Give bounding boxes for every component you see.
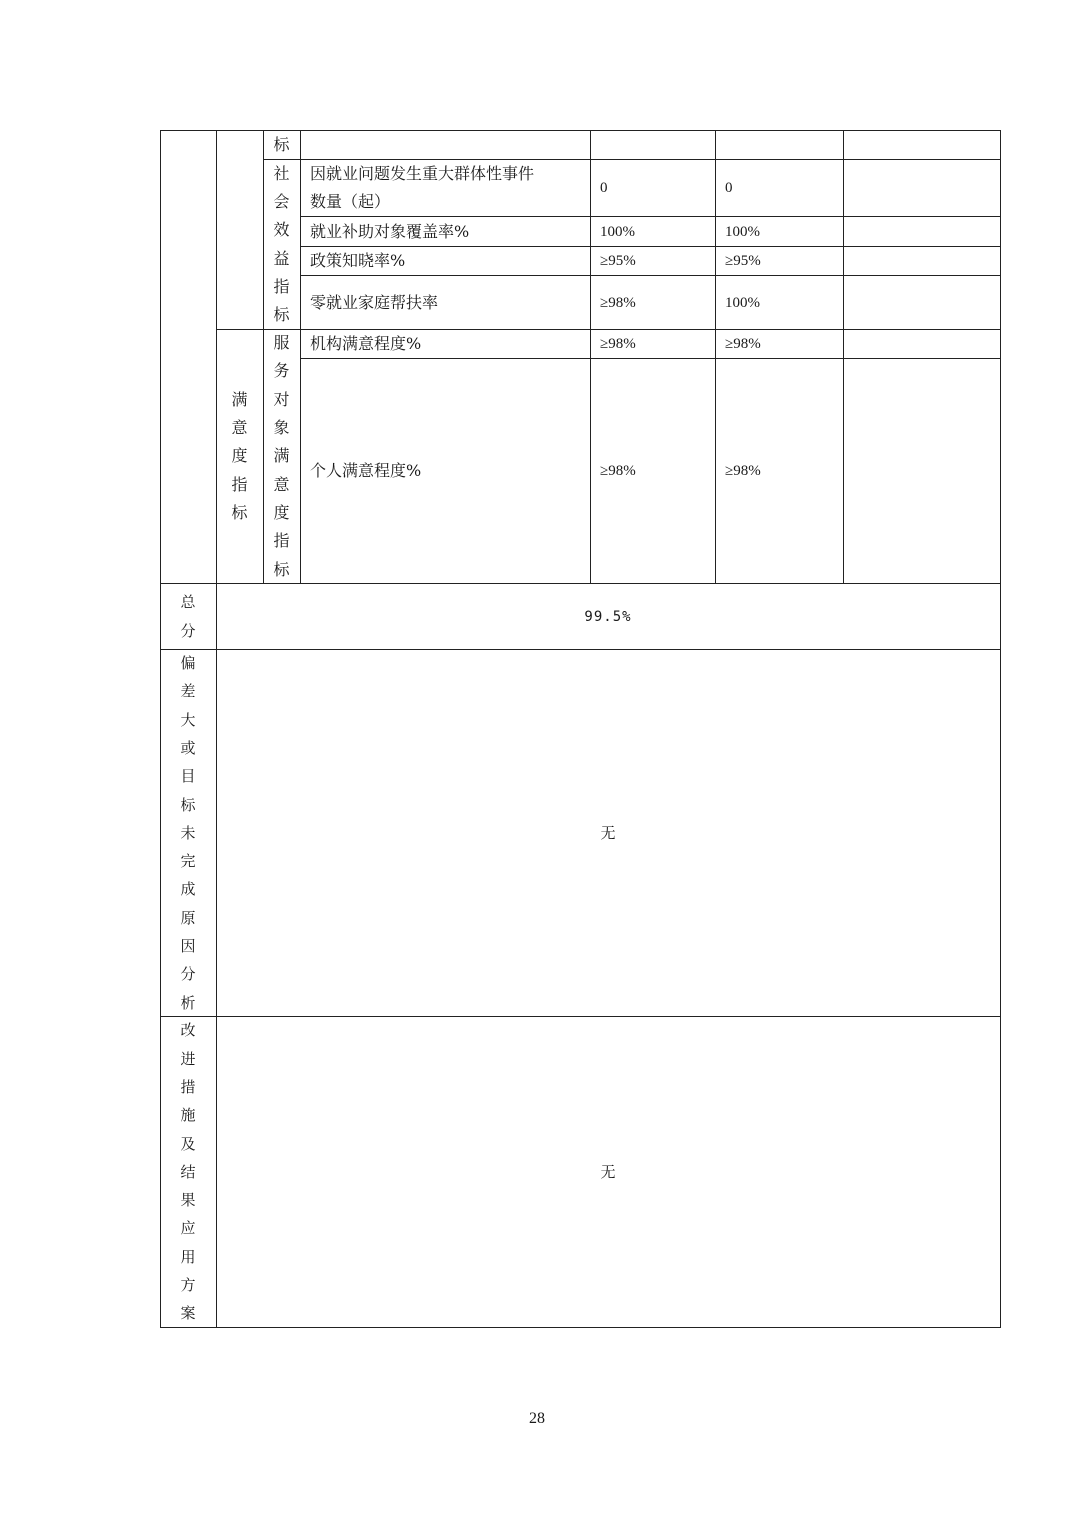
- improvement-char: 用: [180, 1247, 196, 1266]
- improvement-char: 案: [180, 1304, 196, 1323]
- social-benefit-char: 益: [273, 248, 290, 268]
- deviation-char: 或: [180, 738, 196, 757]
- column-divider: [843, 130, 844, 584]
- deviation-char: 因: [180, 937, 196, 956]
- actual-value: ≥95%: [725, 253, 761, 269]
- indicator-name: 个人满意程度%: [310, 461, 422, 480]
- actual-value: 100%: [725, 294, 760, 311]
- total-score-value: 99.5%: [584, 608, 632, 625]
- target-value: ≥98%: [600, 294, 636, 311]
- target-value: ≥98%: [600, 463, 636, 479]
- deviation-char: 析: [180, 993, 196, 1012]
- service-char: 指: [273, 531, 290, 551]
- target-value: 100%: [600, 223, 635, 240]
- deviation-char: 未: [180, 823, 196, 842]
- satisfaction-char: 满: [231, 389, 248, 409]
- social-benefit-label: [263, 160, 300, 329]
- target-value: ≥95%: [600, 253, 636, 269]
- improvement-char: 进: [180, 1049, 196, 1068]
- total-score-label: [160, 584, 216, 649]
- service-char: 意: [273, 474, 290, 494]
- indicator-name: [300, 160, 590, 216]
- deviation-char: 偏: [180, 654, 196, 673]
- deviation-char: 成: [180, 880, 196, 899]
- service-char: 满: [273, 446, 290, 466]
- indicator-name: 机构满意程度%: [310, 334, 422, 353]
- indicator-name: 政策知晓率%: [310, 251, 406, 270]
- improvement-char: 改: [180, 1021, 196, 1040]
- target-value: ≥98%: [600, 336, 636, 352]
- actual-value: ≥98%: [725, 336, 761, 352]
- service-char: 标: [273, 559, 290, 579]
- actual-value: 0: [725, 180, 733, 196]
- table-right-border: [1000, 130, 1001, 1328]
- improvement-char: 施: [180, 1106, 196, 1125]
- service-char: 务: [273, 361, 290, 381]
- improvement-char: 及: [180, 1134, 196, 1153]
- indicator-level3-continued: 标: [273, 135, 290, 154]
- improvement-char: 方: [180, 1276, 196, 1295]
- indicator-name: 零就业家庭帮扶率: [310, 292, 439, 312]
- service-char: 服: [273, 333, 290, 353]
- satisfaction-indicator-label: [216, 330, 263, 583]
- actual-value: 100%: [725, 223, 760, 240]
- service-char: 度: [273, 502, 290, 522]
- social-benefit-char: 标: [273, 305, 290, 325]
- deviation-analysis-label: [160, 650, 216, 1016]
- improvement-char: 结: [180, 1162, 196, 1181]
- deviation-char: 差: [180, 682, 196, 701]
- indicator-name-line: 因就业问题发生重大群体性事件: [310, 164, 535, 183]
- social-benefit-char: 社: [273, 163, 290, 183]
- satisfaction-char: 指: [231, 474, 248, 494]
- service-char: 对: [273, 389, 290, 409]
- deviation-char: 完: [180, 852, 196, 871]
- deviation-char: 原: [180, 908, 196, 927]
- social-benefit-char: 指: [273, 276, 290, 296]
- table-bottom-border: [160, 1327, 1001, 1328]
- deviation-char: 标: [180, 795, 196, 814]
- service-satisfaction-label: [263, 330, 300, 583]
- deviation-char: 大: [180, 710, 196, 729]
- indicator-name: 就业补助对象覆盖率%: [310, 221, 470, 241]
- satisfaction-char: 标: [231, 502, 248, 522]
- social-benefit-char: 效: [273, 220, 290, 240]
- actual-value: ≥98%: [725, 463, 761, 479]
- page-number: 28: [529, 1410, 545, 1427]
- service-char: 象: [273, 418, 290, 438]
- improvement-plan-value: 无: [600, 1163, 616, 1181]
- improvement-char: 果: [180, 1191, 196, 1210]
- total-char: 总: [180, 593, 196, 612]
- social-benefit-char: 会: [273, 191, 290, 211]
- improvement-plan-label: [160, 1017, 216, 1327]
- satisfaction-char: 意: [231, 418, 248, 438]
- indicator-name-line: 数量（起）: [310, 192, 391, 211]
- satisfaction-char: 度: [231, 446, 248, 466]
- improvement-char: 措: [180, 1077, 196, 1096]
- total-char: 分: [180, 621, 196, 640]
- target-value: 0: [600, 180, 608, 196]
- deviation-char: 目: [180, 767, 196, 786]
- deviation-analysis-value: 无: [600, 824, 616, 842]
- deviation-char: 分: [180, 965, 196, 984]
- improvement-char: 应: [180, 1219, 196, 1238]
